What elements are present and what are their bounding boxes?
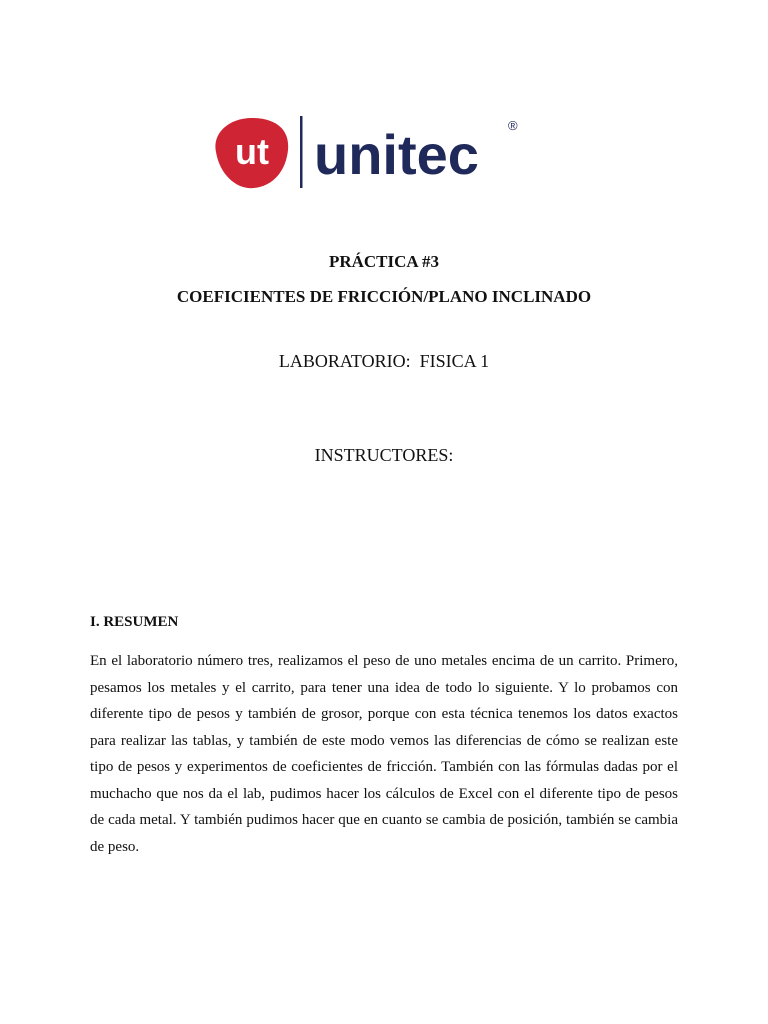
unitec-logo	[208, 112, 528, 192]
logo-monogram: ut	[235, 131, 269, 172]
logo-wordmark: unitec	[314, 123, 479, 186]
laboratory-line: LABORATORIO: FISICA 1	[278, 351, 490, 371]
practice-title: PRÁCTICA #3	[328, 252, 440, 271]
summary-paragraph: En el laboratorio número tres, realizamos el peso de uno metales encima de un carrito. Primero, pesamos los metales y el carrito, para tener una idea de todo lo siguiente. Y lo probamos con diferente tipo de pesos y también de grosor, porque con esta técnica tenemos los datos exactos para realizar las tablas, y también de este modo vemos las diferencias de cómo se realizan este tipo de pesos y experimentos de coeficientes de fricción. También con las fórmulas dadas por el muchacho que nos da el lab, pudimos hacer los cálculos de Excel con el diferente tipo de pesos de cada metal. Y también pudimos hacer que en cuanto se cambia de posición, también se cambia de peso.	[90, 653, 678, 855]
practice-subtitle: COEFICIENTES DE FRICCIÓN/PLANO INCLINADO	[176, 287, 592, 306]
unitec-logo-graphic	[208, 112, 528, 192]
instructors-line: INSTRUCTORES:	[314, 445, 454, 465]
section-heading-resumen: I. RESUMEN	[90, 614, 179, 630]
logo-divider	[300, 116, 303, 188]
logo-registered-mark: ®	[508, 118, 518, 133]
